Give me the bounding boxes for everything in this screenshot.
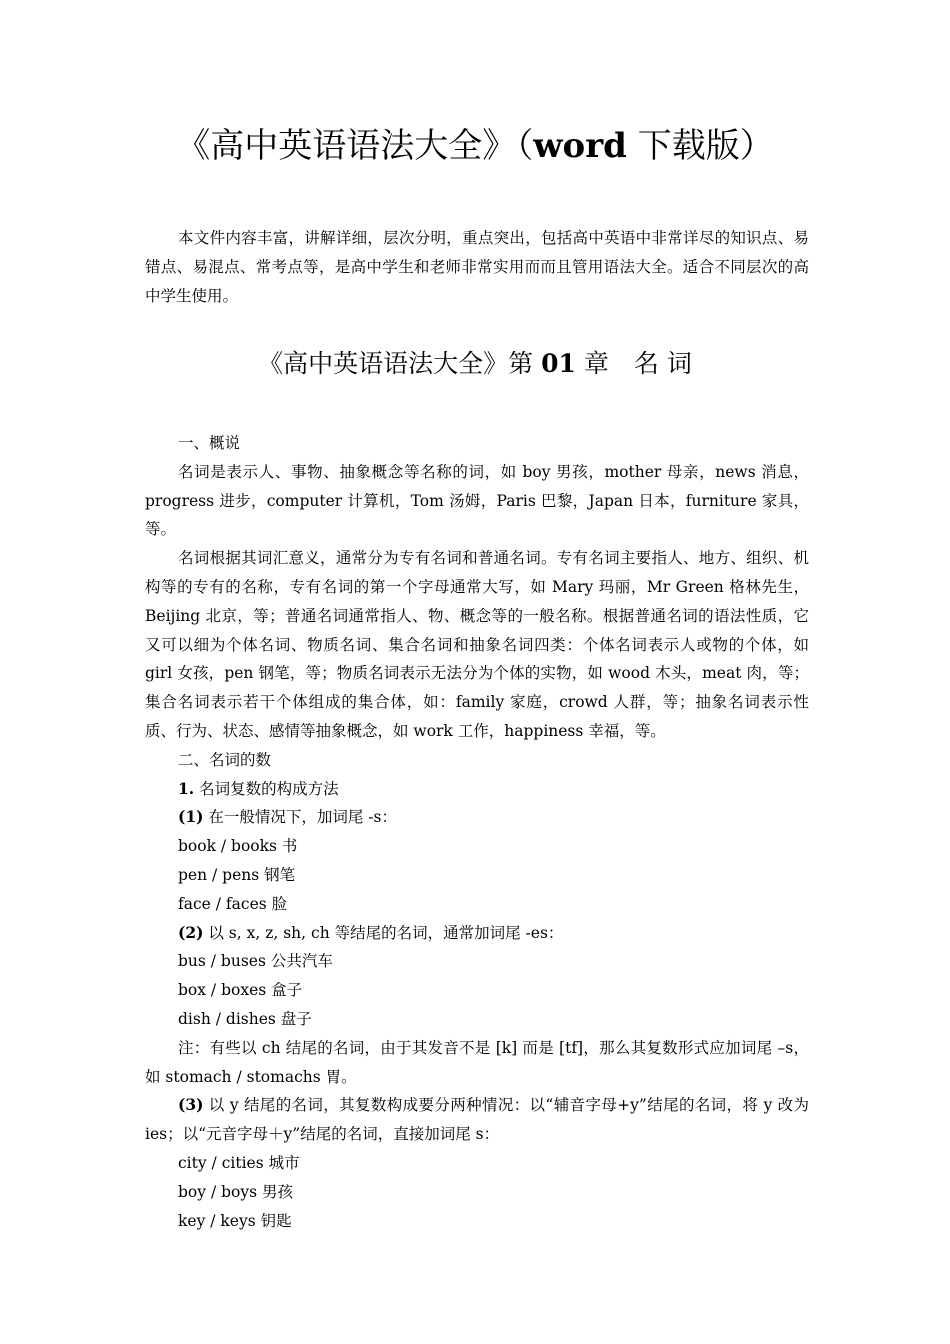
rule-1-number: (1) <box>178 807 204 827</box>
section-heading-overview: 一、概说 <box>178 434 241 452</box>
example-line: boy / boys 男孩 <box>178 1182 293 1201</box>
rule-2 <box>145 919 809 948</box>
example-line: dish / dishes 盘子 <box>178 1009 312 1028</box>
paragraph-classification: 名词根据其词汇意义，通常分为专有名词和普通名词。专有名词主要指人、地方、组织、机构等的专有的名称，专有名词的第一个字母通常大写，如 Mary 玛丽，Mr Green 格林先生，Beijing 北京，等；普通名词通常指人、物、概念等的一般名称。根据普通名词的语法性质，它又可以细为个体名词、物质名词、集合名词和抽象名词四类：个体名词表示人或物的个体，如 girl 女孩，pen 钢笔，等；物质名词表示无法分为个体的实物，如 wood 木头，meat 肉，等；集合名词表示若干个体组成的集合体，如：family 家庭，crowd 人群，等；抽象名词表示性质、行为、状态、感情等抽象概念，如 work 工作，happiness 幸福，等。 <box>145 549 809 740</box>
subheading-number: 1. <box>178 778 195 798</box>
example-line: bus / buses 公共汽车 <box>178 952 333 971</box>
example-line: pen / pens 钢笔 <box>178 865 296 884</box>
chapter-prefix: 《高中英语语法大全》第 <box>258 349 542 378</box>
example-line: city / cities 城市 <box>178 1153 300 1172</box>
example-line: box / boxes 盒子 <box>178 981 303 1000</box>
subheading-text: 名词复数的构成方法 <box>194 779 339 798</box>
chapter-heading <box>0 346 950 382</box>
chapter-number: 01 <box>541 349 576 378</box>
example-line: book / books 书 <box>178 837 298 856</box>
subheading-plural-formation <box>145 775 809 804</box>
note-paragraph: 注：有些以 ch 结尾的名词，由于其发音不是 [k] 而是 [tf]，那么其复数形式应加词尾 –s，如 stomach / stomachs 胃。 <box>145 1038 809 1086</box>
rule-1-text: 在一般情况下，加词尾 -s： <box>203 808 397 827</box>
title-suffix: 下载版） <box>626 126 774 166</box>
title-bold: word <box>533 126 627 166</box>
rule-3-text: 以 y 结尾的名词，其复数构成要分两种情况：以“辅音字母+y”结尾的名词，将 y 改为 ies；以“元音字母＋y”结尾的名词，直接加词尾 s： <box>145 1096 809 1144</box>
example-line: key / keys 钥匙 <box>178 1211 292 1230</box>
rule-3-number: (3) <box>178 1095 204 1115</box>
paragraph-definition: 名词是表示人、事物、抽象概念等名称的词，如 boy 男孩，mother 母亲，news 消息，progress 进步，computer 计算机，Tom 汤姆，Paris 巴黎，Japan 日本，furniture 家具，等。 <box>145 462 809 539</box>
document-body <box>145 429 809 1235</box>
chapter-suffix: 章 名 词 <box>575 349 692 378</box>
section-heading-number: 二、名词的数 <box>178 750 272 769</box>
example-line: face / faces 脸 <box>178 894 288 913</box>
title-prefix: 《高中英语语法大全》（ <box>176 126 534 166</box>
rule-2-text: 以 s, x, z, sh, ch 等结尾的名词，通常加词尾 -es： <box>203 923 564 942</box>
intro-paragraph: 本文件内容丰富，讲解详细，层次分明，重点突出，包括高中英语中非常详尽的知识点、易错点、易混点、常考点等，是高中学生和老师非常实用而而且管用语法大全。适合不同层次的高中学生使用。 <box>145 229 809 305</box>
rule-2-number: (2) <box>178 922 204 942</box>
document-title <box>0 122 950 170</box>
rule-3 <box>145 1091 809 1149</box>
rule-1 <box>145 803 809 832</box>
